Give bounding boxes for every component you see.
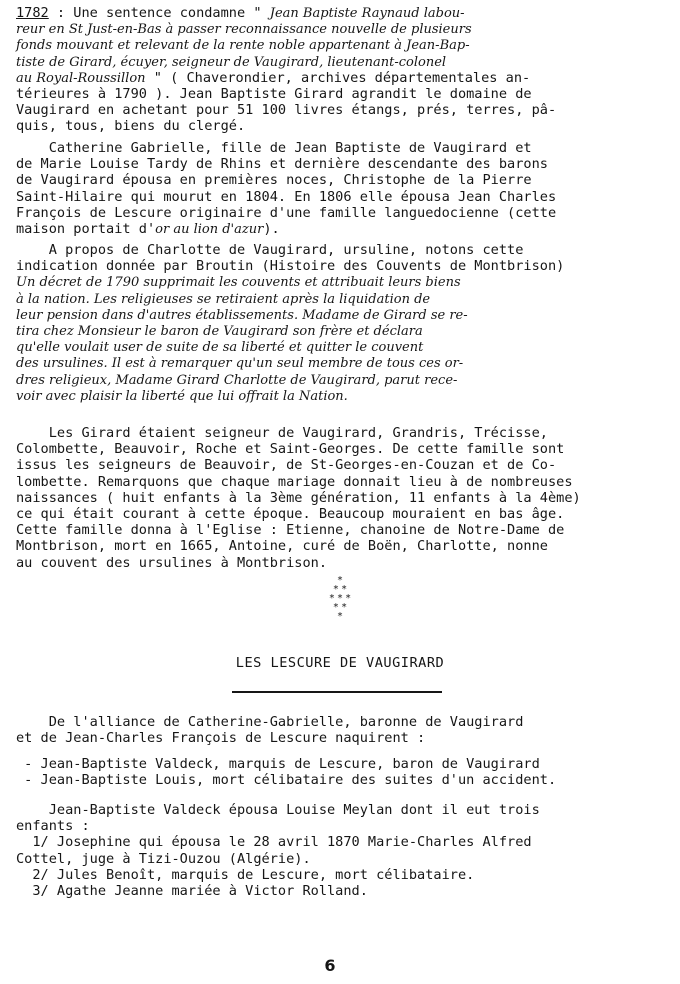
text-line bbox=[16, 388, 666, 404]
text-segment: - Jean-Baptiste Louis, mort célibataire des suites d'un accident. bbox=[16, 772, 557, 789]
text-line bbox=[16, 490, 666, 506]
text-line bbox=[16, 242, 666, 258]
text-segment: de Vaugirard épousa en premières noces, Christophe de la Pierre bbox=[16, 172, 532, 189]
text-segment: issus les seigneurs de Beauvoir, de St-Georges-en-Couzan et de Co- bbox=[16, 457, 557, 474]
text-line bbox=[16, 818, 666, 834]
text-line bbox=[16, 730, 666, 746]
text-line bbox=[16, 118, 666, 134]
star-row: * * bbox=[333, 584, 347, 595]
handwritten-quote: voir avec plaisir la liberté que lui offrait la Nation. bbox=[16, 388, 348, 404]
text-line bbox=[16, 274, 666, 290]
text-segment: Saint-Hilaire qui mourut en 1804. En 1806 elle épousa Jean Charles bbox=[16, 188, 557, 205]
paragraph-valdeck-children bbox=[16, 802, 666, 899]
text-line bbox=[16, 323, 666, 339]
paragraph-charlotte-ursuline bbox=[16, 242, 666, 404]
text-line bbox=[16, 506, 666, 522]
page-number: 6 bbox=[324, 956, 336, 975]
text-line bbox=[16, 372, 666, 388]
text-segment: De l'alliance de Catherine-Gabrielle, baronne de Vaugirard bbox=[16, 714, 524, 730]
handwritten-quote: tira chez Monsieur le baron de Vaugirard son frère et déclara bbox=[16, 323, 423, 339]
section-title: LES LESCURE DE VAUGIRARD bbox=[235, 655, 445, 671]
text-segment: quis, tous, biens du clergé. bbox=[16, 118, 246, 135]
text-line bbox=[16, 538, 666, 554]
text-line bbox=[16, 54, 666, 70]
text-line bbox=[16, 851, 666, 867]
text-line bbox=[16, 156, 666, 172]
text-line bbox=[16, 425, 666, 441]
text-line bbox=[16, 5, 666, 21]
text-segment: Cottel, juge à Tizi-Ouzou (Algérie). bbox=[16, 850, 311, 867]
handwritten-quote: qu'elle voulait user de suite de sa liberté et quitter le couvent bbox=[16, 340, 424, 356]
paragraph-les-girard bbox=[16, 425, 666, 571]
list-children bbox=[16, 756, 666, 788]
text-segment: : Une sentence condamne " bbox=[48, 5, 270, 21]
text-line bbox=[16, 834, 666, 850]
handwritten-quote: fonds mouvant et relevant de la rente noble appartenant à Jean-Bap- bbox=[16, 38, 470, 54]
text-line bbox=[16, 441, 666, 457]
text-line bbox=[16, 339, 666, 355]
handwritten-quote: leur pension dans d'autres établissements. Madame de Girard se re- bbox=[16, 307, 468, 323]
handwritten-quote: à la nation. Les religieuses se retiraient après la liquidation de bbox=[16, 291, 431, 307]
handwritten-quote: or au lion d'azur bbox=[155, 221, 264, 237]
star-row: * * * bbox=[329, 593, 351, 604]
text-segment: au couvent des ursulines à Montbrison. bbox=[16, 554, 327, 571]
text-segment: Colombette, Beauvoir, Roche et Saint-Georges. De cette famille sont bbox=[16, 441, 565, 458]
text-line bbox=[16, 258, 666, 274]
title-underline-rule bbox=[232, 691, 442, 693]
text-line bbox=[16, 355, 666, 371]
text-segment: Les Girard étaient seigneur de Vaugirard, Grandris, Trécisse, bbox=[16, 425, 548, 441]
paragraph-alliance bbox=[16, 714, 666, 746]
text-segment: lombette. Remarquons que chaque mariage donnait lieu à de nombreuses bbox=[16, 473, 573, 490]
text-line bbox=[16, 555, 666, 571]
text-segment: - Jean-Baptiste Valdeck, marquis de Lescure, baron de Vaugirard bbox=[16, 756, 540, 772]
text-line bbox=[16, 802, 666, 818]
text-segment: et de Jean-Charles François de Lescure naquirent : bbox=[16, 730, 426, 747]
asterism-ornament bbox=[315, 576, 365, 620]
text-line bbox=[16, 756, 666, 772]
text-line bbox=[16, 772, 666, 788]
text-segment: Cette famille donna à l'Eglise : Etienne, chanoine de Notre-Dame de bbox=[16, 522, 565, 539]
text-line bbox=[16, 86, 666, 102]
text-line bbox=[16, 307, 666, 323]
handwritten-quote: Jean Baptiste Raynaud labou- bbox=[269, 6, 465, 21]
text-line bbox=[16, 140, 666, 156]
text-segment: ). bbox=[263, 220, 280, 237]
text-line bbox=[16, 70, 666, 86]
text-line bbox=[16, 221, 666, 237]
handwritten-quote: des ursulines. Il est à remarquer qu'un seul membre de tous ces or- bbox=[16, 356, 464, 372]
text-segment: maison portait d' bbox=[16, 220, 156, 237]
text-line bbox=[16, 457, 666, 473]
text-segment: Vaugirard en achetant pour 51 100 livres étangs, prés, terres, pâ- bbox=[16, 102, 557, 119]
star-row: * bbox=[337, 611, 343, 622]
text-line bbox=[16, 474, 666, 490]
paragraph-catherine-gabrielle bbox=[16, 140, 666, 237]
text-line bbox=[16, 714, 666, 730]
text-segment: " ( Chaverondier, archives départementales an- bbox=[145, 69, 531, 86]
text-segment: Jean-Baptiste Valdeck épousa Louise Meylan dont il eut trois bbox=[16, 802, 540, 818]
text-segment: 2/ Jules Benoît, marquis de Lescure, mort célibataire. bbox=[16, 866, 475, 883]
handwritten-quote: reur en St Just-en-Bas à passer reconnaissance nouvelle de plusieurs bbox=[16, 22, 472, 38]
star-row: * bbox=[337, 575, 343, 586]
handwritten-quote: dres religieux, Madame Girard Charlotte de Vaugirard, parut rece- bbox=[16, 372, 458, 388]
text-segment: ce qui était courant à cette époque. Beaucoup mouraient en bas âge. bbox=[16, 505, 565, 522]
text-line bbox=[16, 37, 666, 53]
text-segment: A propos de Charlotte de Vaugirard, ursuline, notons cette bbox=[16, 242, 524, 258]
text-segment: de Marie Louise Tardy de Rhins et dernière descendante des barons bbox=[16, 156, 548, 173]
text-segment: indication donnée par Broutin (Histoire des Couvents de Montbrison) bbox=[16, 258, 565, 275]
star-row: * * bbox=[333, 602, 347, 613]
text-segment: naissances ( huit enfants à la 3ème génération, 11 enfants à la 4ème) bbox=[16, 489, 581, 506]
text-segment: 1/ Josephine qui épousa le 28 avril 1870 Marie-Charles Alfred bbox=[16, 834, 532, 851]
handwritten-quote: tiste de Girard, écuyer, seigneur de Vaugirard, lieutenant-colonel bbox=[16, 54, 447, 70]
text-segment: Montbrison, mort en 1665, Antoine, curé de Boën, Charlotte, nonne bbox=[16, 538, 548, 555]
text-line bbox=[16, 189, 666, 205]
year-label: 1782 bbox=[16, 5, 49, 21]
handwritten-quote: au Royal-Roussillon bbox=[16, 70, 146, 86]
paragraph-sentence-1782 bbox=[16, 5, 666, 135]
text-line bbox=[16, 883, 666, 899]
text-line bbox=[16, 205, 666, 221]
text-line bbox=[16, 102, 666, 118]
text-segment: François de Lescure originaire d'une famille languedocienne (cette bbox=[16, 204, 557, 221]
handwritten-quote: Un décret de 1790 supprimait les couvents et attribuait leurs biens bbox=[16, 275, 461, 291]
text-line bbox=[16, 867, 666, 883]
text-segment: térieures à 1790 ). Jean Baptiste Girard agrandit le domaine de bbox=[16, 85, 532, 102]
text-line bbox=[16, 21, 666, 37]
text-segment: 3/ Agathe Jeanne mariée à Victor Rolland. bbox=[16, 882, 368, 899]
text-line bbox=[16, 172, 666, 188]
text-line bbox=[16, 291, 666, 307]
text-segment: enfants : bbox=[16, 818, 90, 835]
text-line bbox=[16, 522, 666, 538]
text-segment: Catherine Gabrielle, fille de Jean Baptiste de Vaugirard et bbox=[16, 140, 532, 156]
